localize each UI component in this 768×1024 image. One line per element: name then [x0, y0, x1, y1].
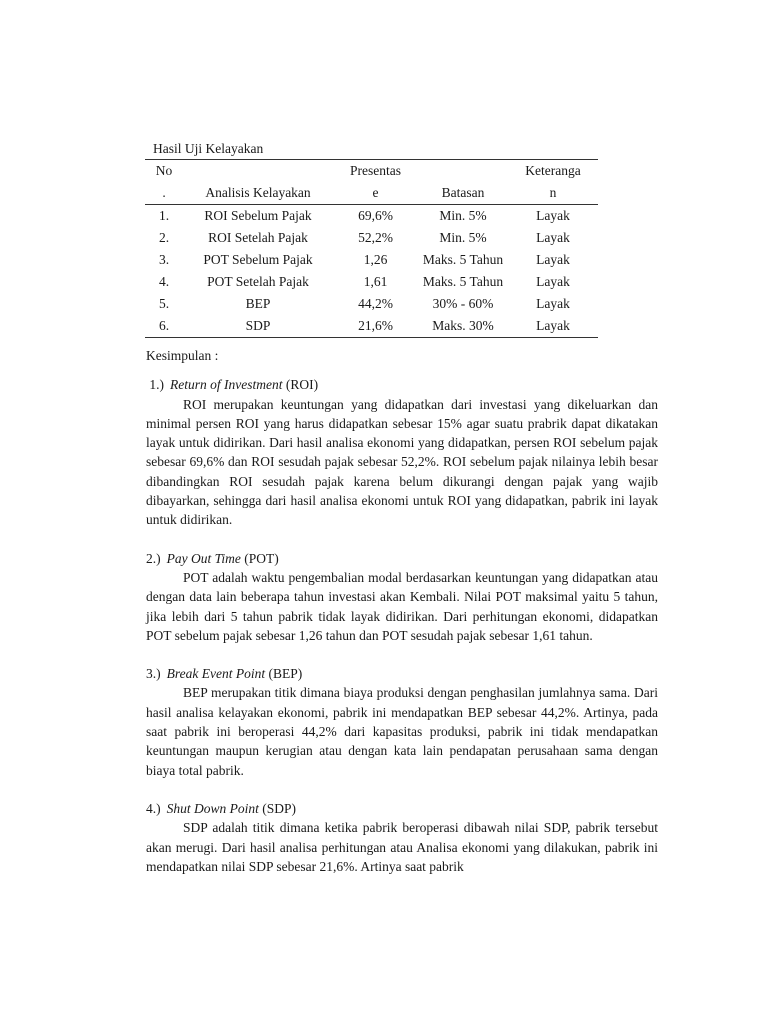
- table-row: [145, 205, 598, 228]
- cell-no: 1.: [158, 208, 170, 223]
- cell-keterangan: Layak: [536, 274, 570, 289]
- cell-presentase: 69,6%: [358, 208, 393, 223]
- section-abbr: (ROI): [285, 377, 319, 393]
- table-row: [145, 293, 598, 315]
- section-abbr: (POT): [244, 550, 279, 566]
- cell-batasan: Min. 5%: [439, 208, 487, 223]
- section-paragraph: BEP merupakan titik dimana biaya produksi dengan penghasilan jumlahnya sama. Dari hasil analisa kelayakan ekonomi, pabrik ini mendapatkan BEP sebesar 44,2%. Artinya, pada saat pabrik ini beroperasi 44,2% dari kapasitas produksi, pabrik ini tidak mendapatkan keuntungan maupun kerugian atau dengan kata lain pendapatan perusahaan sama dengan biaya total pabrik.: [146, 685, 658, 778]
- cell-keterangan: Layak: [536, 252, 570, 267]
- table-row: [145, 227, 598, 249]
- section-paragraph: SDP adalah titik dimana ketika pabrik beroperasi dibawah nilai SDP, pabrik tersebut akan merugi. Dari hasil analisa perhitungan atau Analisa ekonomi yang dilakukan, pabrik ini mendapatkan nilai SDP sebesar 21,6%. Artinya saat pabrik: [146, 820, 658, 874]
- cell-batasan: Min. 5%: [439, 230, 487, 245]
- conclusion-body: [146, 346, 658, 895]
- section-bep: [146, 664, 658, 780]
- header-no-line1: No: [145, 160, 183, 183]
- table-header-row-2: [145, 182, 598, 205]
- cell-no: 2.: [158, 230, 170, 245]
- section-abbr: (SDP): [262, 800, 297, 816]
- section-paragraph: ROI merupakan keuntungan yang didapatkan dari investasi yang dikeluarkan dan minimal persen ROI yang harus didapatkan sebesar 15% agar suatu prabrik dapat dikatakan layak untuk didirikan. Dari hasil analisa ekonomi yang didapatkan, persen ROI sebelum pajak sebesar 69,6% dan ROI sesudah pajak sebesar 52,2%. ROI sebelum pajak nilainya lebih besar dibandingkan ROI sesudah pajak karena belum dikurangi dengan pajak yang wajib dibayarkan, sehingga dari hasil analisa ekonomi untuk ROI yang didapatkan, pabrik ini layak untuk didirikan.: [146, 396, 658, 528]
- cell-batasan: Maks. 5 Tahun: [422, 252, 504, 267]
- cell-presentase: 1,26: [363, 252, 388, 267]
- cell-no: 6.: [145, 315, 183, 338]
- cell-keterangan: Layak: [536, 296, 570, 311]
- header-keterangan-line1: Keteranga: [508, 160, 598, 183]
- section-term: Return of Investment: [170, 377, 283, 393]
- cell-presentase: 1,61: [363, 274, 388, 289]
- cell-batasan: 30% - 60%: [432, 296, 494, 311]
- cell-keterangan: Layak: [536, 208, 570, 223]
- header-no-line2: .: [145, 182, 183, 205]
- table-row: [145, 249, 598, 271]
- section-pot: [146, 549, 658, 645]
- table-header-row-1: [145, 160, 598, 183]
- section-sdp: [146, 799, 658, 876]
- section-heading: [146, 799, 658, 818]
- table-row: [145, 315, 598, 338]
- table-row: [145, 271, 598, 293]
- cell-analisis: SDP: [183, 315, 333, 338]
- section-number: 4.): [146, 800, 161, 816]
- cell-no: 5.: [158, 296, 170, 311]
- cell-analisis: POT Sebelum Pajak: [203, 252, 313, 267]
- cell-keterangan: Layak: [508, 315, 598, 338]
- header-batasan: Batasan: [418, 182, 508, 205]
- section-roi: [146, 375, 658, 529]
- cell-batasan: Maks. 30%: [418, 315, 508, 338]
- conclusion-title: Kesimpulan :: [146, 348, 219, 363]
- feasibility-table: [145, 159, 598, 338]
- section-number: 3.): [146, 666, 161, 682]
- section-heading: [146, 664, 658, 683]
- cell-presentase: 44,2%: [358, 296, 393, 311]
- section-number: 1.): [149, 377, 164, 393]
- header-analisis-spacer: [183, 160, 333, 183]
- section-term: Pay Out Time: [166, 550, 241, 566]
- section-abbr: (BEP): [268, 666, 303, 682]
- cell-keterangan: Layak: [536, 230, 570, 245]
- cell-presentase: 21,6%: [333, 315, 418, 338]
- section-paragraph: POT adalah waktu pengembalian modal berdasarkan keuntungan yang didapatkan atau dengan data lain beberapa tahun investasi akan Kembali. Nilai POT maksimal yaitu 5 tahun, jika lebih dari 5 tahun pabrik tidak layak didirikan. Dari perhitungan ekonomi, didapatkan POT sebelum pajak sebesar 1,26 tahun dan POT sesudah pajak sebesar 1,61 tahun.: [146, 569, 658, 643]
- cell-analisis: POT Setelah Pajak: [207, 274, 309, 289]
- cell-presentase: 52,2%: [358, 230, 393, 245]
- header-analisis: Analisis Kelayakan: [183, 182, 333, 205]
- section-heading: [146, 375, 658, 394]
- cell-batasan: Maks. 5 Tahun: [422, 274, 504, 289]
- section-heading: [146, 549, 658, 568]
- table-caption: Hasil Uji Kelayakan: [153, 141, 264, 156]
- cell-analisis: BEP: [245, 296, 271, 311]
- section-term: Shut Down Point: [166, 800, 259, 816]
- header-batasan-spacer: [418, 160, 508, 183]
- header-keterangan-line2: n: [508, 182, 598, 205]
- cell-no: 4.: [158, 274, 170, 289]
- cell-analisis: ROI Setelah Pajak: [208, 230, 308, 245]
- header-presentase-line2: e: [333, 182, 418, 205]
- section-number: 2.): [146, 550, 161, 566]
- header-presentase-line1: Presentas: [333, 160, 418, 183]
- section-term: Break Event Point: [166, 666, 266, 682]
- cell-no: 3.: [158, 252, 170, 267]
- cell-analisis: ROI Sebelum Pajak: [204, 208, 312, 223]
